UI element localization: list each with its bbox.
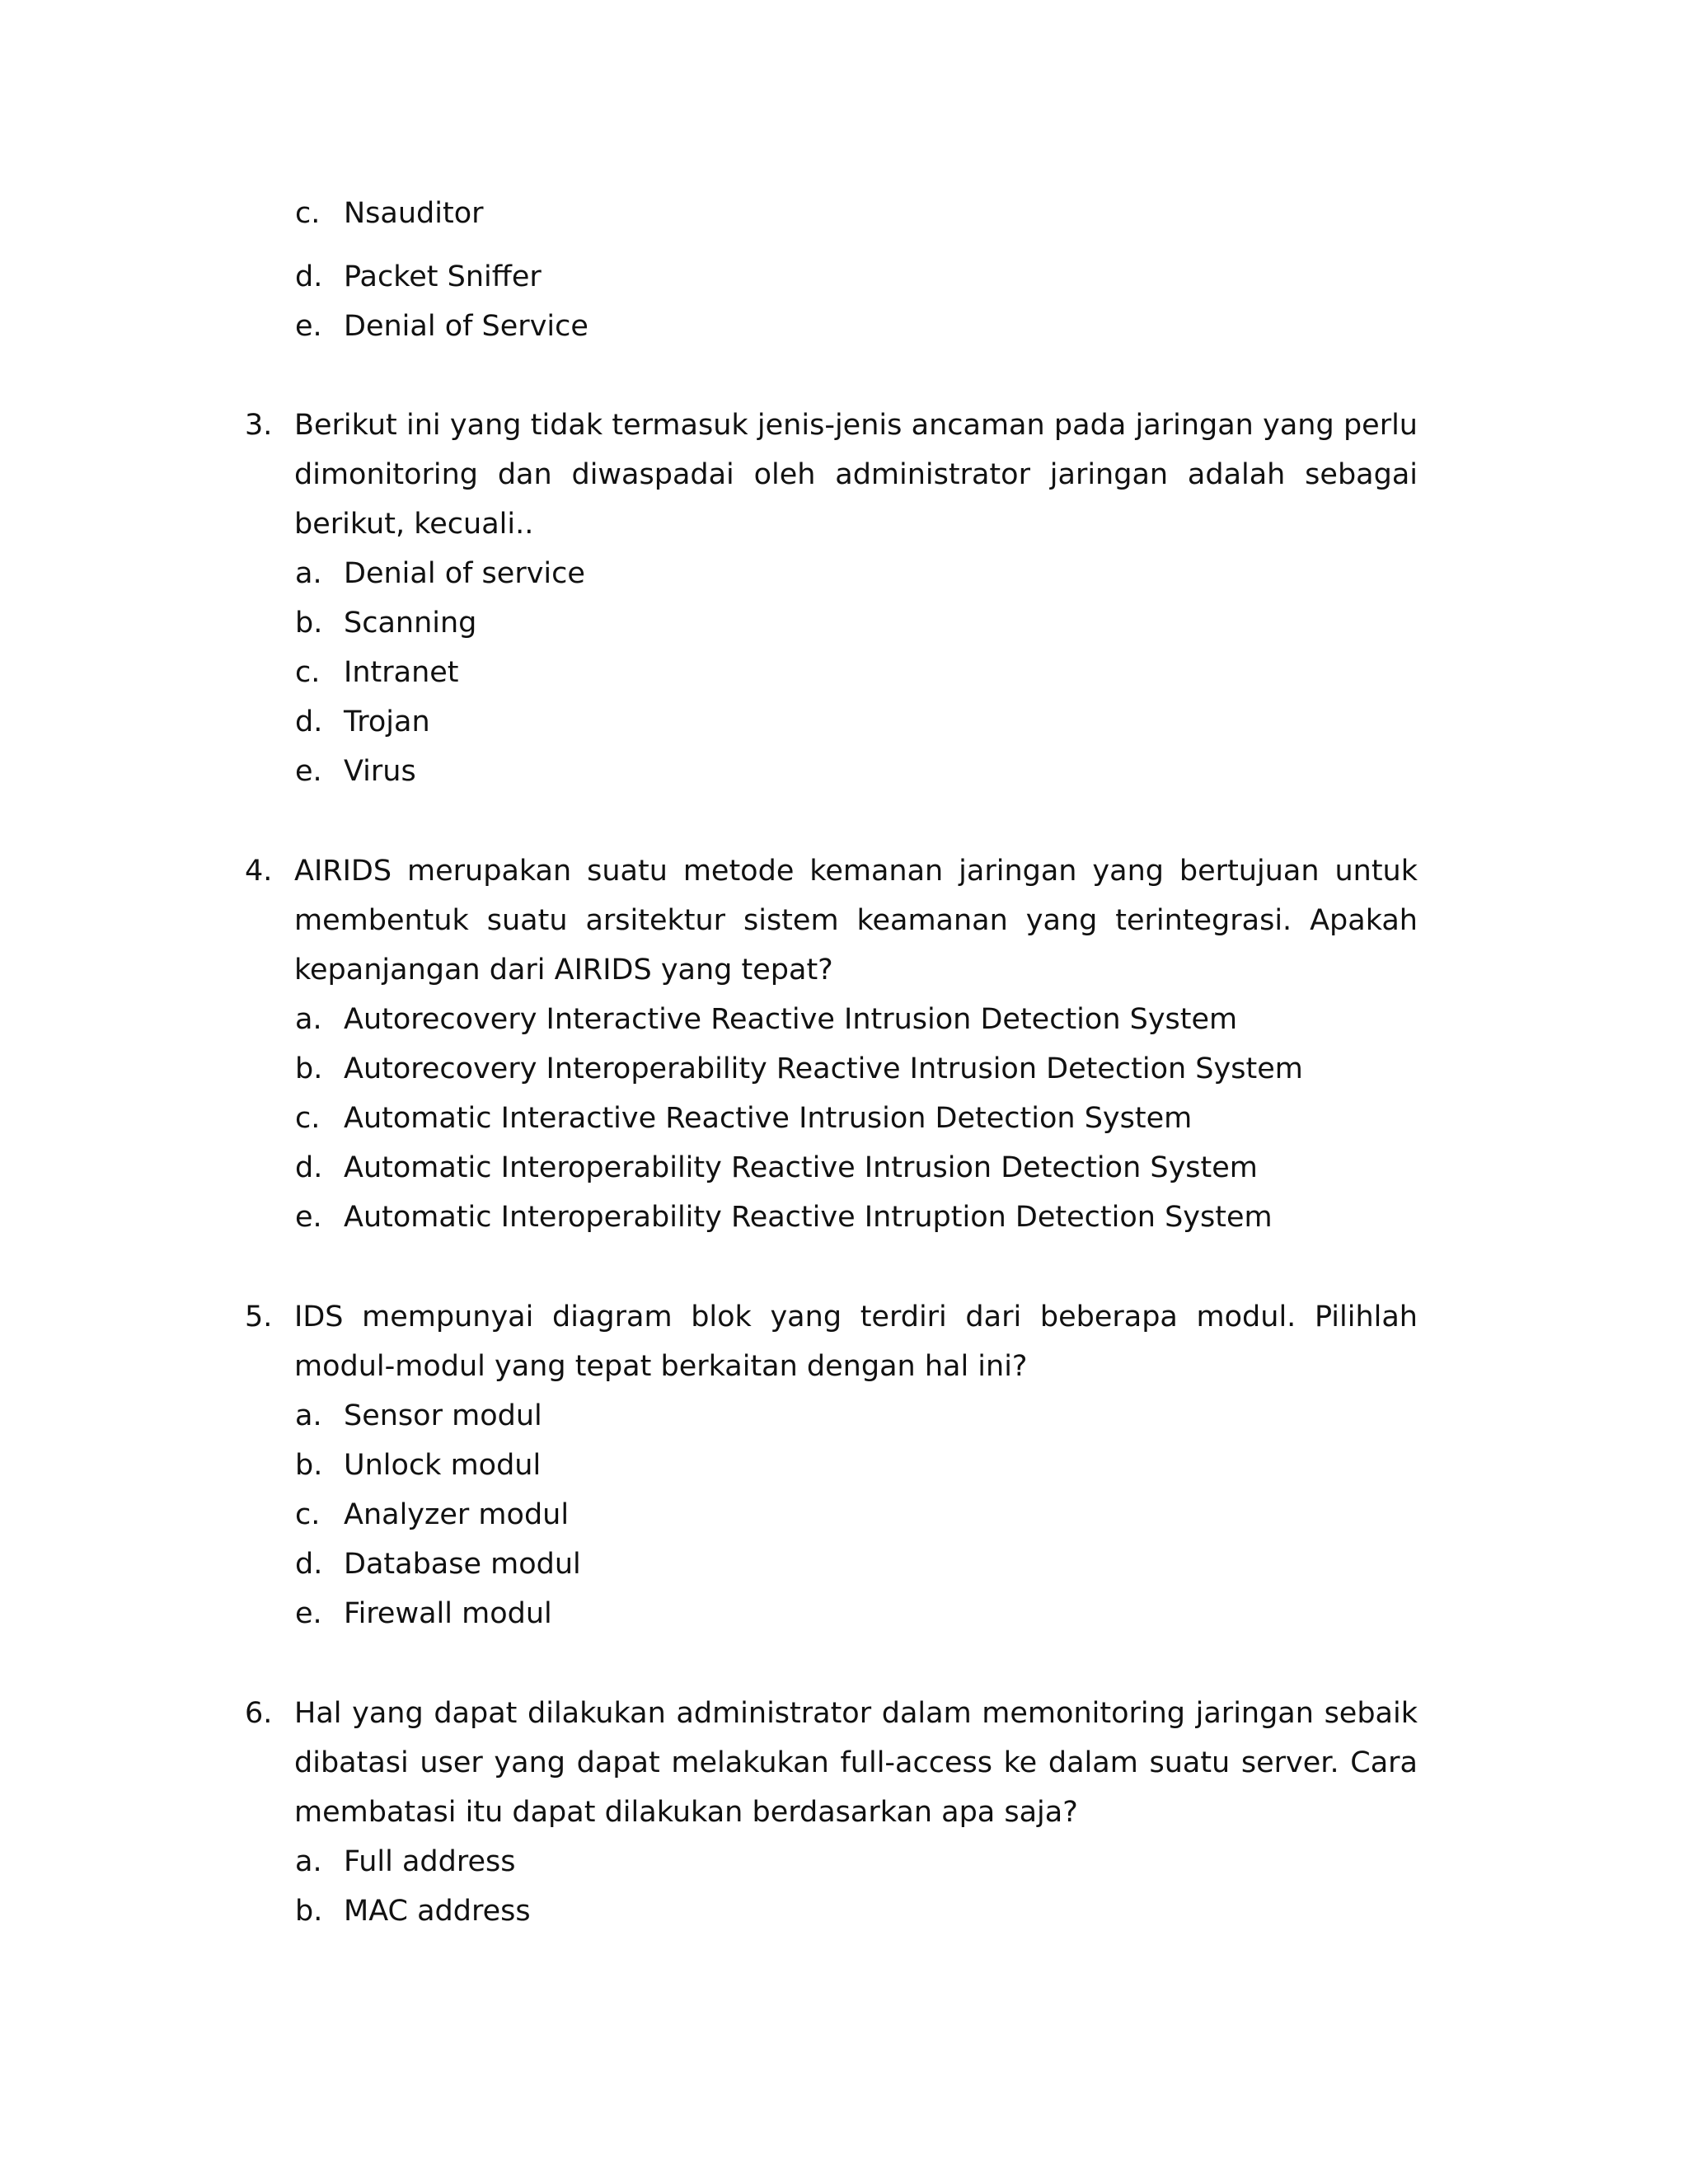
option-letter: a. <box>295 1399 322 1432</box>
option-text: Firewall modul <box>344 1597 552 1630</box>
option-text: MAC address <box>344 1895 531 1928</box>
question-number: 5. <box>245 1301 273 1333</box>
option-text: Scanning <box>344 607 477 640</box>
question-text: AIRIDS merupakan suatu metode kemanan jaringan yang bertujuan untuk membentuk suatu arsitektur sistem keamanan yang terintegrasi. Apakah kepanjangan dari AIRIDS yang tepat? <box>294 855 1418 987</box>
option-letter: d. <box>295 705 323 738</box>
option-letter: a. <box>295 1003 322 1036</box>
question-text: Berikut ini yang tidak termasuk jenis-jenis ancaman pada jaringan yang perlu dimonitoring dan diwaspadai oleh administrator jaringan adalah sebagai berikut, kecuali.. <box>294 409 1418 541</box>
question-number: 4. <box>245 855 273 888</box>
option-text: Automatic Interoperability Reactive Intrusion Detection System <box>344 1151 1258 1184</box>
option-text: Full address <box>344 1845 516 1878</box>
option-letter: d. <box>295 1151 323 1184</box>
option-text: Analyzer modul <box>344 1498 570 1531</box>
option-text: Automatic Interactive Reactive Intrusion Detection System <box>344 1102 1193 1135</box>
option-text: Autorecovery Interactive Reactive Intrusion Detection System <box>344 1003 1238 1036</box>
option-letter: b. <box>295 1895 323 1928</box>
option-letter: d. <box>295 260 323 293</box>
option-text: Packet Sniffer <box>344 260 542 293</box>
option-text: Automatic Interoperability Reactive Intruption Detection System <box>344 1201 1273 1234</box>
question-text: Hal yang dapat dilakukan administrator dalam memonitoring jaringan sebaik dibatasi user yang dapat melakukan full-access ke dalam suatu server. Cara membatasi itu dapat dilakukan berdasarkan apa saja? <box>294 1697 1418 1829</box>
option-letter: e. <box>295 755 322 788</box>
option-text: Sensor modul <box>344 1399 542 1432</box>
option-text: Database modul <box>344 1548 581 1581</box>
option-letter: e. <box>295 310 322 343</box>
question-number: 3. <box>245 409 273 442</box>
option-letter: b. <box>295 1052 323 1085</box>
option-text: Trojan <box>344 705 430 738</box>
option-text: Unlock modul <box>344 1449 542 1482</box>
option-text: Intranet <box>344 656 459 689</box>
question-text: IDS mempunyai diagram blok yang terdiri dari beberapa modul. Pilihlah modul-modul yang tepat berkaitan dengan hal ini? <box>294 1301 1418 1383</box>
option-text: Denial of service <box>344 557 585 590</box>
option-letter: d. <box>295 1548 323 1581</box>
option-letter: c. <box>295 197 321 230</box>
option-text: Nsauditor <box>344 197 484 230</box>
option-letter: b. <box>295 1449 323 1482</box>
option-letter: c. <box>295 1498 321 1531</box>
option-letter: c. <box>295 1102 321 1135</box>
option-text: Virus <box>344 755 416 788</box>
option-letter: b. <box>295 607 323 640</box>
option-letter: a. <box>295 1845 322 1878</box>
option-letter: a. <box>295 557 322 590</box>
question-number: 6. <box>245 1697 273 1730</box>
option-text: Denial of Service <box>344 310 588 343</box>
option-letter: e. <box>295 1201 322 1234</box>
option-letter: c. <box>295 656 321 689</box>
option-letter: e. <box>295 1597 322 1630</box>
option-text: Autorecovery Interoperability Reactive Intrusion Detection System <box>344 1052 1303 1085</box>
